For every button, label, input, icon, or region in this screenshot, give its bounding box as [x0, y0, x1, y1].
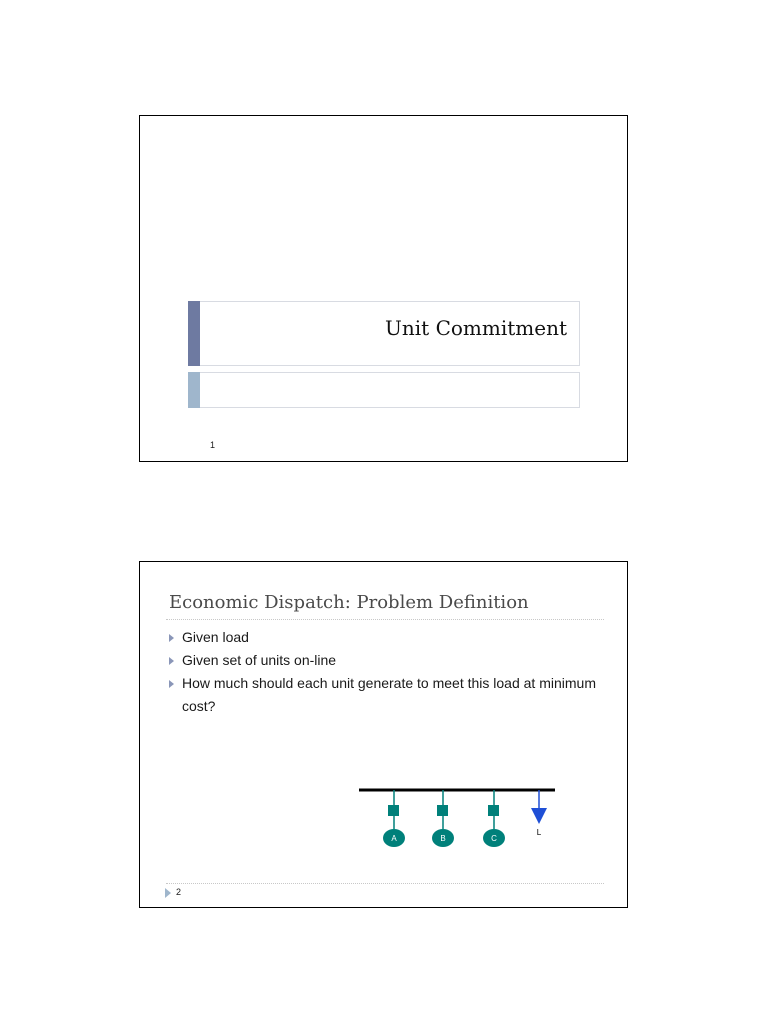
- bullet-text: Given set of units on-line: [182, 652, 337, 668]
- generator-a: [383, 790, 405, 847]
- bullet-list: [180, 626, 600, 718]
- breaker-icon: [388, 805, 399, 816]
- load: [531, 790, 547, 837]
- generator-label: A: [391, 834, 397, 843]
- page-number: 1: [210, 440, 216, 450]
- title-divider: [166, 619, 604, 620]
- breaker-icon: [488, 805, 499, 816]
- list-item: [180, 672, 600, 718]
- generator-b: [432, 790, 454, 847]
- generator-label: B: [440, 834, 446, 843]
- list-item: [180, 649, 600, 672]
- slide-2: [139, 561, 628, 908]
- bullet-arrow-icon: [169, 680, 174, 688]
- load-arrow-icon: [531, 808, 547, 824]
- page-number: 2: [176, 887, 182, 897]
- bullet-arrow-icon: [169, 634, 174, 642]
- slide-1: [139, 115, 628, 462]
- bullet-text: How much should each unit generate to meet this load at minimum cost?: [182, 675, 596, 714]
- slide-title: Unit Commitment: [385, 316, 567, 340]
- title-box: [200, 301, 580, 366]
- breaker-icon: [437, 805, 448, 816]
- title-accent-bar: [188, 301, 200, 366]
- load-label: L: [536, 828, 542, 837]
- slide-title: Economic Dispatch: Problem Definition: [169, 592, 529, 613]
- subtitle-box: [200, 372, 580, 408]
- footer-divider: [166, 883, 604, 884]
- subtitle-accent-bar: [188, 372, 200, 408]
- generator-c: [483, 790, 505, 847]
- footer-arrow-icon: [165, 888, 171, 898]
- power-system-diagram: [355, 784, 565, 854]
- bullet-text: Given load: [182, 629, 249, 645]
- bullet-arrow-icon: [169, 657, 174, 665]
- list-item: [180, 626, 600, 649]
- generator-label: C: [491, 834, 497, 843]
